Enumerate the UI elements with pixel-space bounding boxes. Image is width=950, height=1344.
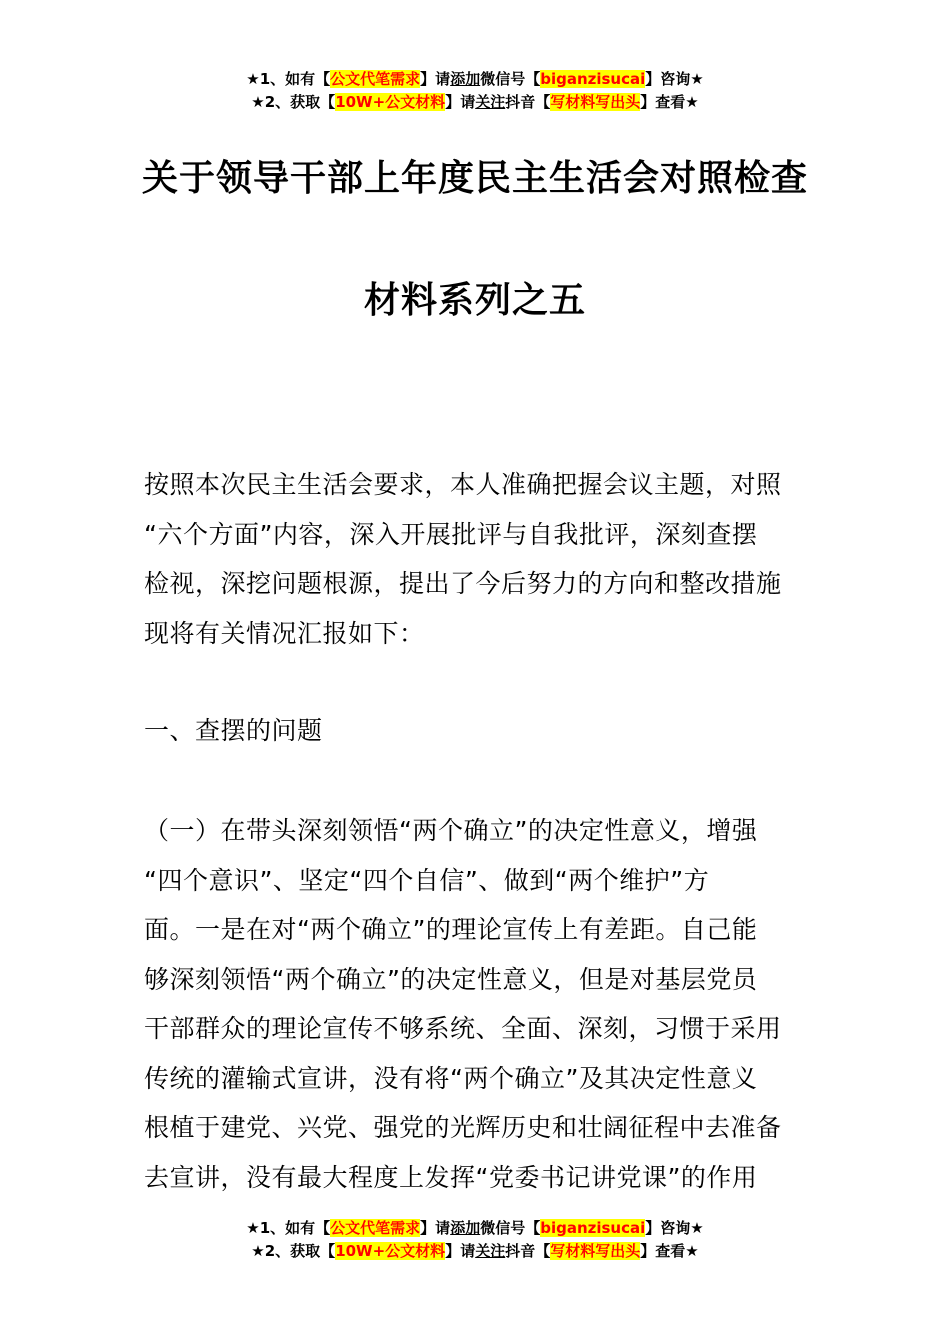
paragraph-line: 去宣讲，没有最大程度上发挥“党委书记讲党课”的作用 [144,1162,758,1192]
paragraph-line: 面。一是在对“两个确立”的理论宣传上有差距。自己能 [144,915,758,944]
banner-highlight: 公文代笔需求 [330,70,421,88]
banner-highlight: 写材料写出头 [550,1242,641,1260]
bottom-banner [0,1217,950,1263]
paragraph-line: 按照本次民主生活会要求，本人准确把握会议主题，对照 [144,470,782,499]
banner-line-1 [0,1217,950,1240]
banner-highlight: 10W+公文材料 [335,93,446,111]
banner-underlined-text: 添加 [450,1219,481,1237]
banner-text: 微信号【 [480,70,541,88]
banner-text: 】请 [420,1219,451,1237]
banner-text: ★1、如有【 [246,1219,331,1237]
banner-text: 抖音【 [505,1242,551,1260]
banner-text: 】请 [420,70,451,88]
section-paragraph [144,806,809,1202]
paragraph-line: 干部群众的理论宣传不够系统、全面、深刻，习惯于采用 [144,1014,782,1043]
banner-underlined-text: 添加 [450,70,481,88]
banner-text: 】请 [445,93,476,111]
banner-text: 】咨询★ [645,1219,704,1237]
paragraph-line: “四个意识”、坚定“四个自信”、做到“两个维护”方 [144,865,710,895]
paragraph-line: 够深刻领悟“两个确立”的决定性意义，但是对基层党员 [144,964,758,994]
banner-text: ★1、如有【 [246,70,331,88]
intro-paragraph [144,460,809,658]
banner-line-2 [0,91,950,114]
banner-highlight: biganzisucai [540,70,646,88]
banner-line-2 [0,1240,950,1263]
document-title-line-2: 材料系列之五 [363,280,586,321]
paragraph-line: “六个方面”内容，深入开展批评与自我批评，深刻查摆 [144,519,758,549]
top-banner [0,68,950,114]
section-heading [144,706,809,756]
paragraph-line: 根植于建党、兴党、强党的光辉历史和壮阔征程中去准备 [144,1113,782,1142]
banner-text: 】咨询★ [645,70,704,88]
banner-highlight: 公文代笔需求 [330,1219,421,1237]
banner-underlined-text: 关注 [475,1242,506,1260]
banner-highlight: biganzisucai [540,1219,646,1237]
section-heading-text: 一、查摆的问题 [144,716,323,745]
paragraph-line: 现将有关情况汇报如下： [144,618,425,648]
banner-text: 】请 [445,1242,476,1260]
banner-text: 微信号【 [480,1219,541,1237]
banner-text: 】查看★ [640,1242,699,1260]
banner-line-1 [0,68,950,91]
banner-text: 抖音【 [505,93,551,111]
banner-text: 】查看★ [640,93,699,111]
document-title-line-1: 关于领导干部上年度民主生活会对照检查 [141,158,808,199]
banner-highlight: 10W+公文材料 [335,1242,446,1260]
paragraph-line: （一）在带头深刻领悟“两个确立”的决定性意义，增强 [144,816,758,845]
paragraph-line: 传统的灌输式宣讲，没有将“两个确立”及其决定性意义 [144,1063,758,1093]
banner-underlined-text: 关注 [475,93,506,111]
banner-highlight: 写材料写出头 [550,93,641,111]
banner-text: ★2、获取【 [251,93,336,111]
banner-text: ★2、获取【 [251,1242,336,1260]
paragraph-line: 检视，深挖问题根源，提出了今后努力的方向和整改措施 [144,569,782,598]
